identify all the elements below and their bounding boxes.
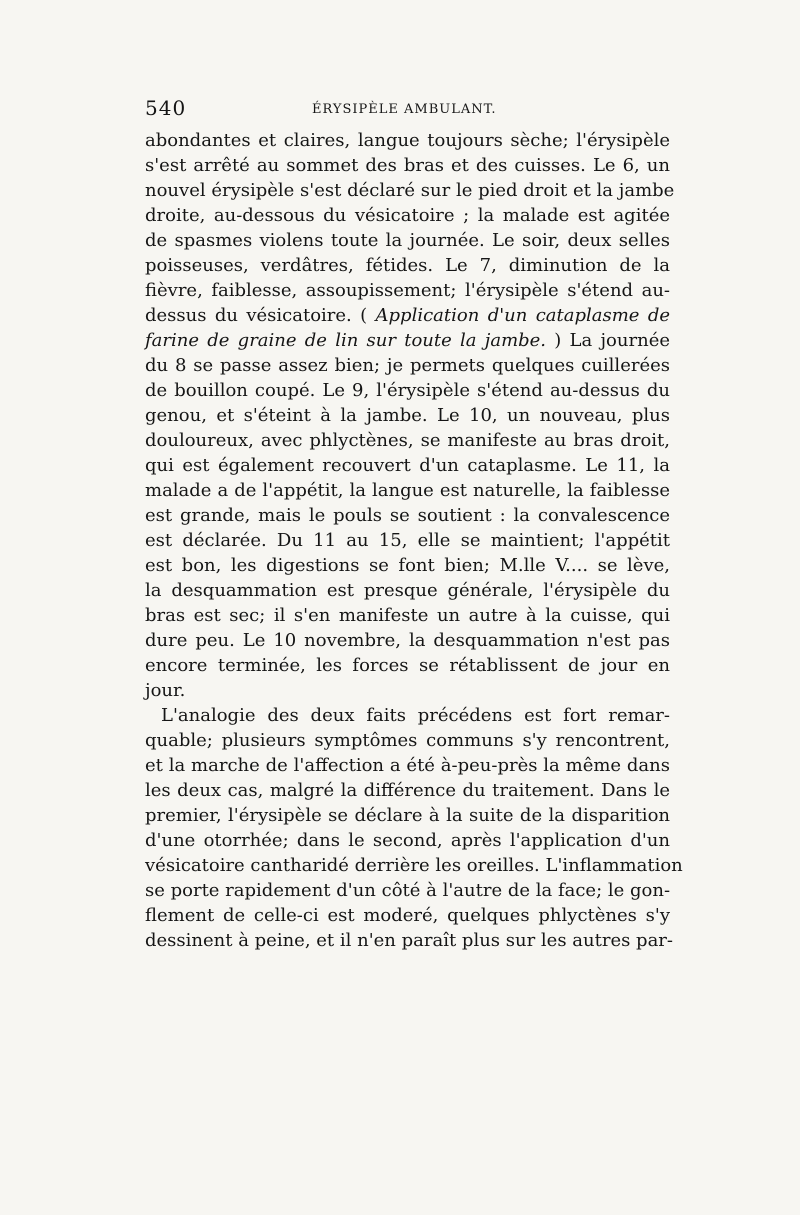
text-line: jour. — [145, 680, 186, 701]
text-line: genou, et s'éteint à la jambe. Le 10, un nouveau, plus — [145, 405, 670, 426]
text-line: flement de celle-ci est moderé, quelques phlyctènes s'y — [145, 905, 670, 926]
text-line: bras est sec; il s'en manifeste un autre à la cuisse, qui — [145, 605, 670, 626]
text-line: encore terminée, les forces se rétablissent de jour en — [145, 655, 670, 676]
text-line: la desquammation est presque générale, l'érysipèle du — [145, 580, 670, 601]
text-line: de bouillon coupé. Le 9, l'érysipèle s'étend au-dessus du — [145, 380, 670, 401]
text-line: nouvel érysipèle s'est déclaré sur le pied droit et la jambe — [145, 180, 675, 201]
text-line: premier, l'érysipèle se déclare à la suite de la disparition — [145, 805, 670, 826]
italic-segment: farine de graine de lin sur toute la jambe. — [145, 330, 555, 351]
text-line: qui est également recouvert d'un cataplasme. Le 11, la — [145, 455, 670, 476]
italic-segment: Application d'un cataplasme de — [375, 305, 670, 326]
text-line: est déclarée. Du 11 au 15, elle se maintient; l'appétit — [145, 530, 670, 551]
text-line: droite, au-dessous du vésicatoire ; la malade est agitée — [145, 205, 670, 226]
page-header — [145, 96, 670, 120]
text-line-mixed — [145, 303, 670, 328]
text-line: poisseuses, verdâtres, fétides. Le 7, diminution de la — [145, 255, 670, 276]
text-line: L'analogie des deux faits précédens est fort remar- — [161, 705, 670, 726]
text-line: est grande, mais le pouls se soutient : la convalescence — [145, 505, 670, 526]
running-title: ÉRYSIPÈLE AMBULANT. — [312, 102, 497, 117]
text-line: douloureux, avec phlyctènes, se manifeste au bras droit, — [145, 430, 670, 451]
text-line: est bon, les digestions se font bien; M.lle V.... se lève, — [145, 555, 670, 576]
text-line: et la marche de l'affection a été à-peu-près la même dans — [145, 755, 670, 776]
text-line: abondantes et claires, langue toujours sèche; l'érysipèle — [145, 130, 670, 151]
page-number: 540 — [145, 96, 187, 120]
text-line: du 8 se passe assez bien; je permets quelques cuillerées — [145, 355, 670, 376]
text-line-mixed — [145, 328, 670, 353]
text-segment: ) La journée — [554, 330, 670, 351]
text-line: vésicatoire cantharidé derrière les oreilles. L'inflammation — [145, 855, 683, 876]
text-segment: dessus du vésicatoire. ( — [145, 305, 376, 326]
text-line: de spasmes violens toute la journée. Le soir, deux selles — [145, 230, 670, 251]
text-line: dessinent à peine, et il n'en paraît plus sur les autres par- — [145, 930, 673, 951]
text-line: s'est arrêté au sommet des bras et des cuisses. Le 6, un — [145, 155, 670, 176]
body-text — [145, 128, 683, 953]
text-line: fièvre, faiblesse, assoupissement; l'érysipèle s'étend au- — [145, 280, 670, 301]
text-line: les deux cas, malgré la différence du traitement. Dans le — [145, 780, 670, 801]
text-line: se porte rapidement d'un côté à l'autre de la face; le gon- — [145, 880, 671, 901]
text-line: d'une otorrhée; dans le second, après l'application d'un — [145, 830, 670, 851]
text-line: quable; plusieurs symptômes communs s'y rencontrent, — [145, 730, 670, 751]
text-line: malade a de l'appétit, la langue est naturelle, la faiblesse — [145, 480, 670, 501]
text-line: dure peu. Le 10 novembre, la desquammation n'est pas — [145, 630, 670, 651]
